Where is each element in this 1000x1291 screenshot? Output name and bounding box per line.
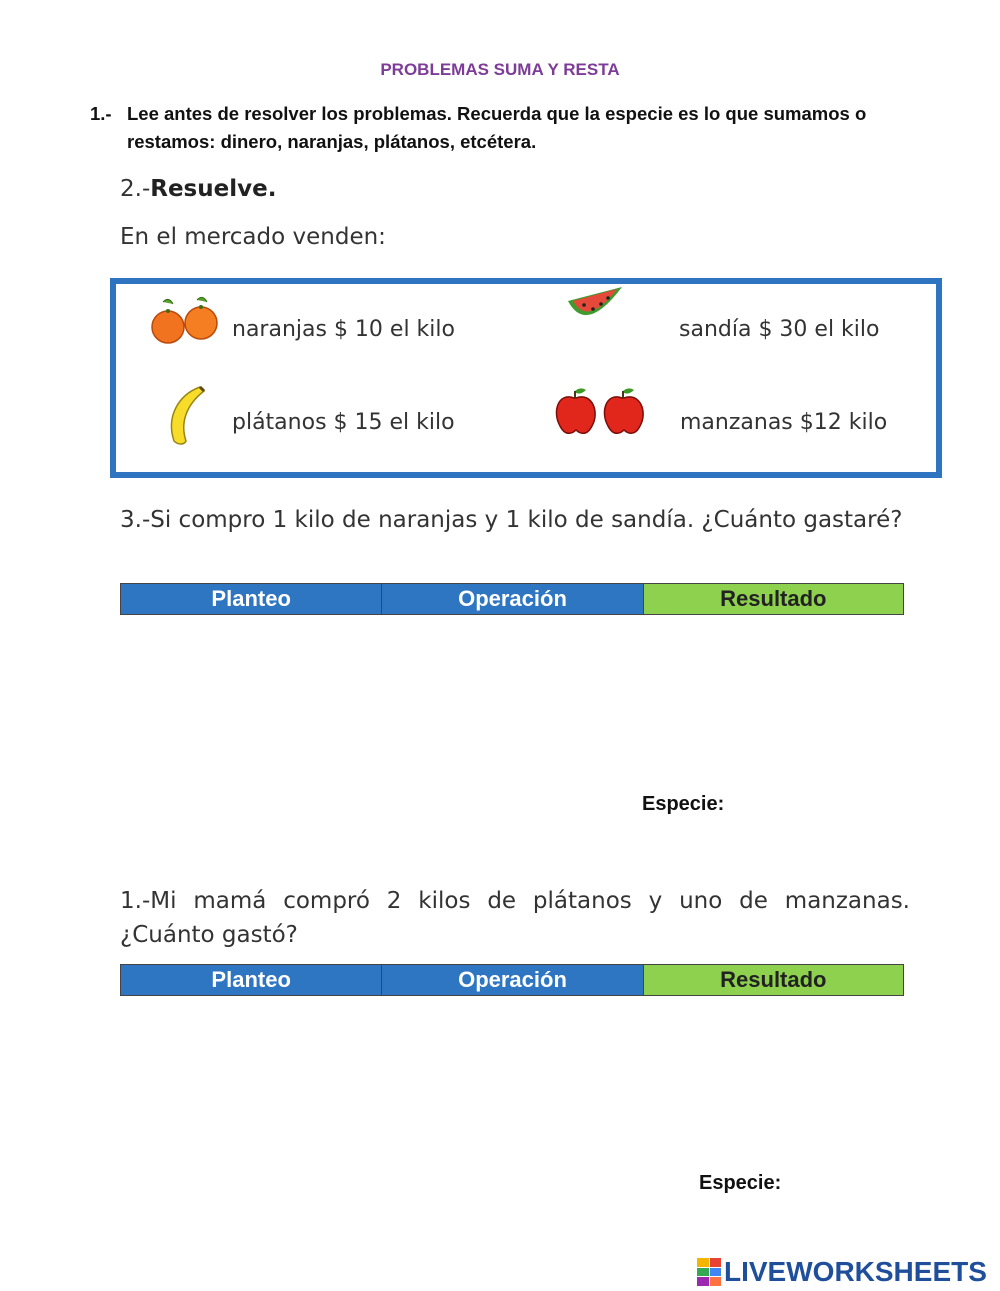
problem-question: 1.-Mi mamá compró 2 kilos de plátanos y uno de manzanas. ¿Cuánto gastó?: [120, 888, 910, 948]
column-planteo: Planteo: [121, 584, 382, 614]
market-intro: En el mercado venden:: [120, 224, 386, 250]
price-watermelon: sandía $ 30 el kilo: [679, 317, 880, 342]
column-resultado: Resultado: [644, 584, 903, 614]
worksheet-title: PROBLEMAS SUMA Y RESTA: [380, 60, 620, 79]
price-apples: manzanas $12 kilo: [680, 410, 888, 435]
price-bananas: plátanos $ 15 el kilo: [232, 410, 455, 435]
apples-icon: [552, 386, 648, 438]
column-planteo: Planteo: [121, 965, 382, 995]
species-label: Especie:: [642, 793, 725, 815]
market-price-box: [110, 278, 942, 478]
logo-text: LIVEWORKSHEETS: [724, 1256, 987, 1287]
answer-table-header: [120, 583, 904, 615]
oranges-icon: [149, 294, 221, 348]
section-title: Resuelve.: [150, 176, 277, 202]
answer-table-header: [120, 964, 904, 996]
column-operacion: Operación: [382, 584, 643, 614]
price-oranges: naranjas $ 10 el kilo: [232, 317, 455, 342]
banana-icon: [160, 383, 208, 447]
section-heading: [120, 176, 276, 202]
logo-mark-icon: [697, 1258, 721, 1286]
instruction-number: 1.-: [90, 103, 112, 124]
column-resultado: Resultado: [644, 965, 903, 995]
instruction-text: Lee antes de resolver los problemas. Recuerda que la especie es lo que sumamos o restamos: dinero, naranjas, plátanos, etcétera.: [127, 103, 867, 152]
problem-question: 3.-Si compro 1 kilo de naranjas y 1 kilo de sandía. ¿Cuánto gastaré?: [120, 507, 903, 533]
liveworksheets-logo: [697, 1255, 987, 1289]
watermelon-icon: [566, 283, 626, 329]
section-number: 2.-: [120, 176, 151, 202]
species-label: Especie:: [699, 1172, 782, 1194]
column-operacion: Operación: [382, 965, 643, 995]
